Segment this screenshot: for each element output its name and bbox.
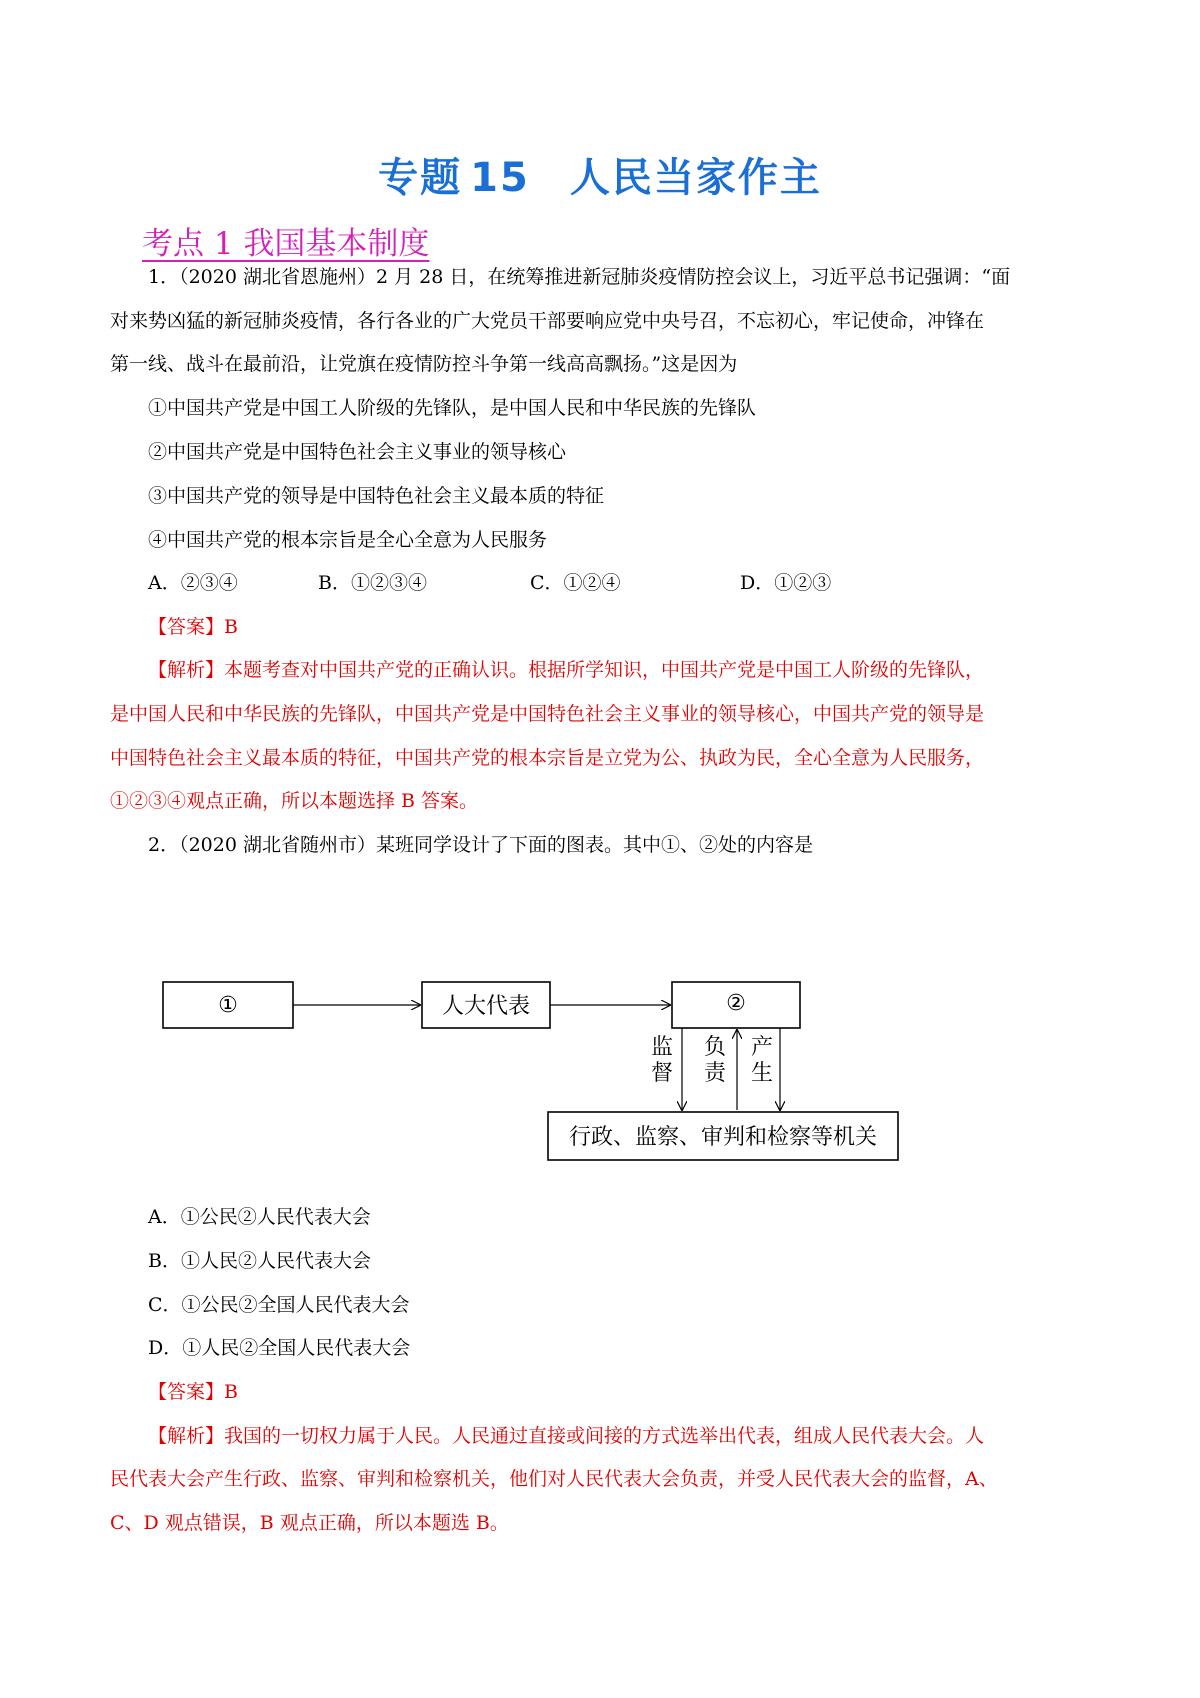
q2-explanation-line3: C、D 观点错误，B 观点正确，所以本题选 B。 bbox=[110, 1512, 509, 1534]
label-responsible-2: 责 bbox=[703, 1061, 727, 1086]
flow-diagram bbox=[160, 952, 900, 1162]
q1-statement-4: ④中国共产党的根本宗旨是全心全意为人民服务 bbox=[148, 529, 548, 551]
q2-answer: 【答案】B bbox=[148, 1381, 238, 1403]
q1-statement-3: ③中国共产党的领导是中国特色社会主义最本质的特征 bbox=[148, 485, 605, 507]
q1-option-d: D．①②③ bbox=[740, 572, 832, 594]
q2-explanation-line1: 【解析】我国的一切权力属于人民。人民通过直接或间接的方式选举出代表，组成人民代表大会。人 bbox=[148, 1425, 985, 1447]
diagram-box-1-label: ① bbox=[218, 993, 238, 1018]
q2-option-c: C．①公民②全国人民代表大会 bbox=[148, 1294, 410, 1316]
diagram-box-3-label: ② bbox=[726, 991, 746, 1016]
q1-option-b: B．①②③④ bbox=[318, 572, 427, 594]
q1-option-c: C．①②④ bbox=[530, 572, 621, 594]
section-heading: 考点 1 我国基本制度 bbox=[142, 226, 430, 262]
q1-explanation-line4: ①②③④观点正确，所以本题选择 B 答案。 bbox=[110, 790, 479, 812]
q1-explanation-line2: 是中国人民和中华民族的先锋队，中国共产党是中国特色社会主义事业的领导核心，中国共产党的领导是 bbox=[110, 703, 985, 725]
title-prefix: 专题 bbox=[378, 155, 463, 201]
diagram-box-2-label: 人大代表 bbox=[441, 994, 531, 1019]
q1-answer: 【答案】B bbox=[148, 616, 238, 638]
title-number: 15 bbox=[470, 155, 530, 201]
q2-option-a: A．①公民②人民代表大会 bbox=[148, 1206, 371, 1228]
label-supervise-1: 监 bbox=[650, 1035, 674, 1060]
page-title bbox=[0, 146, 1200, 203]
label-produce-2: 生 bbox=[750, 1061, 774, 1086]
q1-statement-1: ①中国共产党是中国工人阶级的先锋队，是中国人民和中华民族的先锋队 bbox=[148, 397, 757, 419]
label-produce-1: 产 bbox=[750, 1035, 774, 1060]
q1-stem-line3: 第一线、战斗在最前沿，让党旗在疫情防控斗争第一线高高飘扬。”这是因为 bbox=[110, 353, 738, 375]
q2-option-b: B．①人民②人民代表大会 bbox=[148, 1250, 371, 1272]
label-supervise-2: 督 bbox=[650, 1061, 674, 1086]
title-text: 人民当家作主 bbox=[569, 155, 822, 201]
q2-stem: 2．（2020 湖北省随州市）某班同学设计了下面的图表。其中①、②处的内容是 bbox=[148, 834, 813, 856]
label-responsible-1: 负 bbox=[703, 1035, 727, 1060]
q1-explanation-line3: 中国特色社会主义最本质的特征，中国共产党的根本宗旨是立党为公、执政为民，全心全意为人民服务， bbox=[110, 747, 985, 769]
q2-option-d: D．①人民②全国人民代表大会 bbox=[148, 1337, 411, 1359]
q2-explanation-line2: 民代表大会产生行政、监察、审判和检察机关，他们对人民代表大会负责，并受人民代表大会的监督，A、 bbox=[110, 1468, 998, 1490]
q1-stem-line1: 1．（2020 湖北省恩施州）2 月 28 日，在统筹推进新冠肺炎疫情防控会议上，习近平总书记强调：“面 bbox=[148, 266, 1011, 288]
q1-stem-line2: 对来势凶猛的新冠肺炎疫情，各行各业的广大党员干部要响应党中央号召，不忘初心，牢记使命，冲锋在 bbox=[110, 310, 985, 332]
q1-option-a: A．②③④ bbox=[148, 572, 238, 594]
q1-statement-2: ②中国共产党是中国特色社会主义事业的领导核心 bbox=[148, 441, 567, 463]
q1-explanation-line1: 【解析】本题考查对中国共产党的正确认识。根据所学知识，中国共产党是中国工人阶级的先锋队， bbox=[148, 659, 985, 681]
diagram-box-4-label: 行政、监察、审判和检察等机关 bbox=[568, 1125, 878, 1150]
